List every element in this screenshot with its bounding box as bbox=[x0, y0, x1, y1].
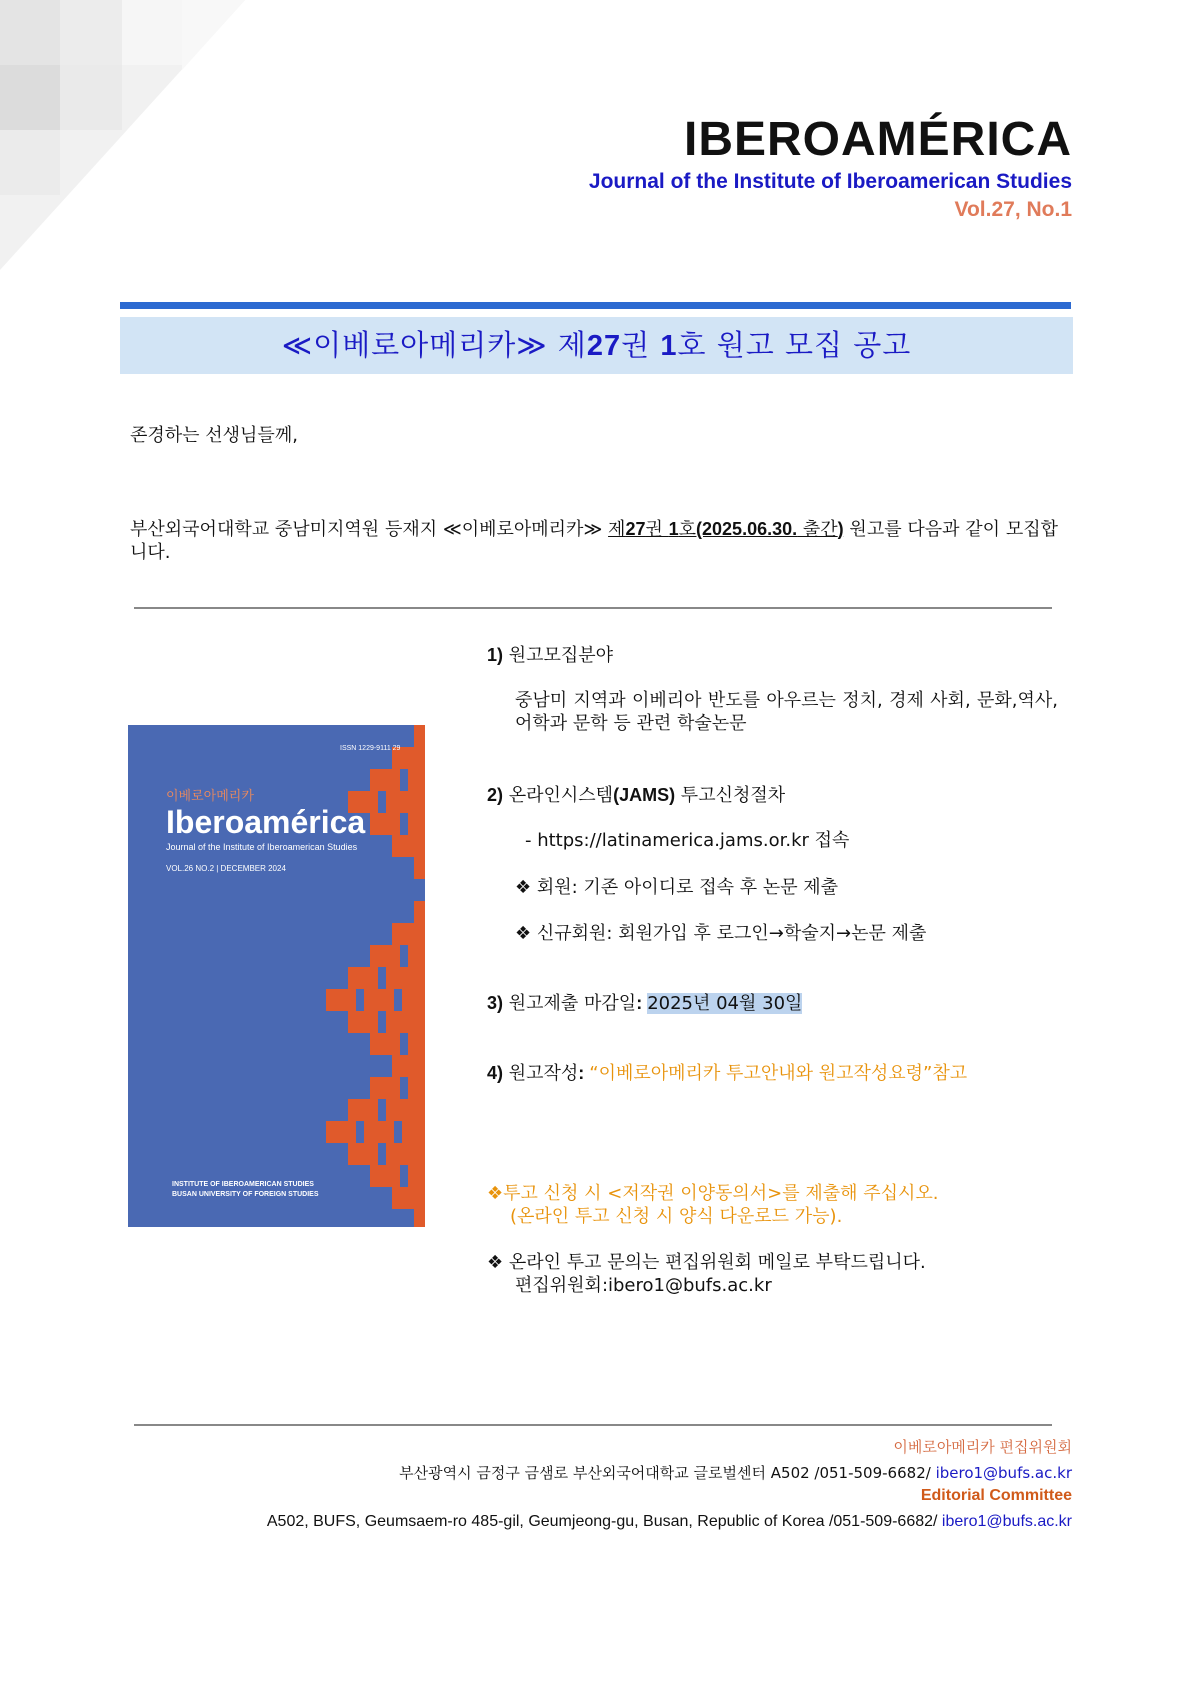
member-step bbox=[515, 876, 838, 899]
footer-en-committee: Editorial Committee bbox=[920, 1487, 1072, 1504]
section-3-title: 원고제출 마감일 bbox=[503, 993, 637, 1014]
intro-text-before: 부산외국어대학교 중남미지역원 등재지 ≪이베로아메리카≫ bbox=[130, 519, 609, 540]
section-3-number: 3) bbox=[487, 993, 504, 1013]
section-2-heading bbox=[487, 784, 785, 807]
banner-vol: 27 bbox=[586, 330, 622, 362]
section-3-heading bbox=[487, 992, 802, 1015]
section-2-number: 2) bbox=[487, 785, 504, 805]
section-divider-top bbox=[134, 607, 1052, 609]
issue-date: (2025.06.30. bbox=[696, 519, 798, 539]
section-4-colon: : bbox=[578, 1063, 590, 1083]
section-2-title-c: 투고신청절차 bbox=[675, 785, 786, 806]
cover-issn: ISSN 1229-9111 29 bbox=[340, 745, 401, 752]
greeting: 존경하는 선생님들께, bbox=[130, 425, 298, 446]
banner-no: 1 bbox=[660, 330, 678, 362]
footer-email-link[interactable]: ibero1@bufs.ac.kr bbox=[935, 1464, 1072, 1482]
section-1-number: 1) bbox=[487, 645, 504, 665]
footer-email-link-en[interactable]: ibero1@bufs.ac.kr bbox=[941, 1513, 1072, 1530]
issue-vol: 27 bbox=[625, 519, 646, 539]
header-divider bbox=[120, 302, 1071, 309]
section-1-title: 원고모집분야 bbox=[503, 645, 614, 666]
cover-kor-title: 이베로아메리카 bbox=[166, 789, 254, 804]
issue-b: 권 bbox=[645, 519, 669, 540]
diamond-bullet-icon: ❖ bbox=[487, 1183, 504, 1204]
corner-decoration bbox=[0, 0, 250, 270]
copyright-note bbox=[487, 1182, 939, 1205]
deadline-date: 2025년 04월 30일 bbox=[647, 993, 803, 1014]
jams-url-line bbox=[525, 829, 849, 852]
announcement-banner bbox=[120, 317, 1073, 374]
issue-e: ) bbox=[837, 519, 844, 539]
issue-c: 호 bbox=[678, 519, 697, 540]
new-member-step-text: 신규회원: 회원가입 후 로그인→학술지→논문 제출 bbox=[531, 923, 927, 944]
journal-volume: Vol.27, No.1 bbox=[954, 198, 1072, 221]
diamond-bullet-icon: ❖ bbox=[515, 923, 532, 944]
inquiry-note-line-1: 온라인 투고 문의는 편집위원회 메일로 부탁드립니다. bbox=[503, 1252, 926, 1273]
writing-guide-reference: “이베로아메리카 투고안내와 원고작성요령”참고 bbox=[589, 1063, 968, 1084]
cover-subtitle: Journal of the Institute of Iberoamerican Studies bbox=[166, 842, 358, 852]
copyright-note-line-1: 투고 신청 시 <저작권 이양동의서>를 제출해 주십시오. bbox=[503, 1183, 939, 1204]
issue-a: 제 bbox=[608, 519, 626, 540]
issue-d: 출간 bbox=[797, 519, 838, 540]
jams-url-suffix: 접속 bbox=[808, 830, 850, 851]
footer-kor-address-text: 부산광역시 금정구 금샘로 부산외국어대학교 글로벌센터 A502 /051-509-6682/ bbox=[399, 1464, 936, 1482]
cover-institute-2: BUSAN UNIVERSITY OF FOREIGN STUDIES bbox=[172, 1191, 319, 1198]
intro-text-after: 원고를 다음과 같이 모집합니다. bbox=[130, 519, 1058, 563]
diamond-bullet-icon: ❖ bbox=[515, 877, 532, 898]
cover-title: Iberoamérica bbox=[166, 804, 366, 840]
section-2-title-a: 온라인시스템 bbox=[503, 785, 614, 806]
journal-title: IBEROAMÉRICA bbox=[683, 113, 1072, 166]
footer-en-address bbox=[267, 1513, 1072, 1531]
footer-kor-address bbox=[399, 1462, 1072, 1483]
footer-kor-committee: 이베로아메리카 편집위원회 bbox=[893, 1438, 1072, 1456]
banner-suffix: 호 원고 모집 공고 bbox=[677, 328, 912, 362]
section-2-title-b: (JAMS) bbox=[613, 785, 676, 805]
cover-institute-1: INSTITUTE OF IBEROAMERICAN STUDIES bbox=[172, 1181, 314, 1188]
diamond-bullet-icon: ❖ bbox=[487, 1252, 504, 1273]
inquiry-note-email: 편집위원회:ibero1@bufs.ac.kr bbox=[515, 1275, 772, 1296]
section-divider-bottom bbox=[134, 1424, 1052, 1426]
section-4-number: 4) bbox=[487, 1063, 504, 1083]
issue-info bbox=[608, 519, 844, 540]
banner-mid: 권 bbox=[621, 328, 661, 362]
cover-issue: VOL.26 NO.2 | DECEMBER 2024 bbox=[166, 864, 286, 873]
jams-url-link[interactable]: - https://latinamerica.jams.or.kr bbox=[525, 830, 809, 851]
member-step-text: 회원: 기존 아이디로 접속 후 논문 제출 bbox=[531, 877, 839, 898]
journal-cover-image bbox=[128, 725, 425, 1227]
issue-no: 1 bbox=[668, 519, 679, 539]
section-1-heading bbox=[487, 644, 613, 667]
footer-en-address-text: A502, BUFS, Geumsaem-ro 485-gil, Geumjeong-gu, Busan, Republic of Korea /051-509-6682/ bbox=[266, 1513, 942, 1530]
inquiry-note bbox=[487, 1251, 926, 1274]
new-member-step bbox=[515, 922, 926, 945]
journal-subtitle: Journal of the Institute of Iberoamerican Studies bbox=[588, 170, 1072, 193]
section-4-title: 원고작성 bbox=[503, 1063, 579, 1084]
banner-prefix: ≪이베로아메리카≫ 제 bbox=[281, 328, 587, 362]
intro-paragraph bbox=[130, 518, 1058, 564]
section-4-heading bbox=[487, 1062, 967, 1085]
section-1-body: 중남미 지역과 이베리아 반도를 아우르는 정치, 경제 사회, 문화,역사, 어학과 문학 등 관련 학술논문 bbox=[515, 690, 1058, 734]
copyright-note-line-2: (온라인 투고 신청 시 양식 다운로드 가능). bbox=[510, 1206, 843, 1227]
section-3-colon: : bbox=[636, 993, 648, 1013]
